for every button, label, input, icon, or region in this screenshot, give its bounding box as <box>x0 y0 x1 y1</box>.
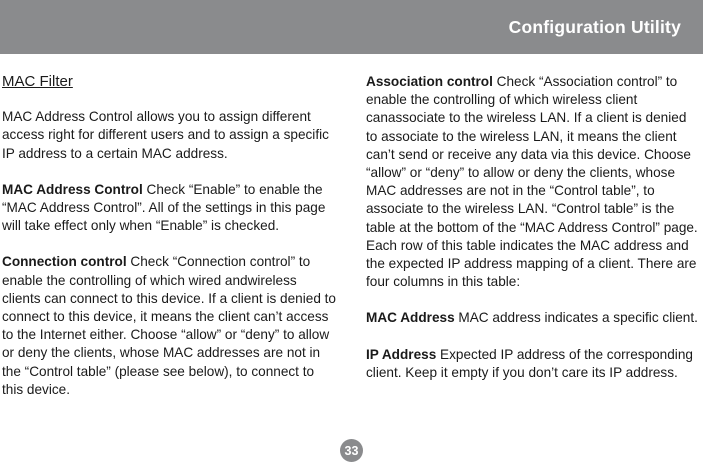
left-column <box>2 73 338 417</box>
page-title: Configuration Utility <box>508 17 681 37</box>
page-number-badge: 33 <box>340 439 363 462</box>
mac-address-control-paragraph <box>2 181 338 236</box>
ip-address-paragraph <box>366 346 701 382</box>
ip-address-text: Expected IP address of the corresponding client. Keep it empty if you don’t care its IP address. <box>366 346 693 380</box>
intro-paragraph: MAC Address Control allows you to assign different access right for different users and to assign a specific IP address to a certain MAC address. <box>2 109 329 161</box>
section-title: MAC Filter <box>2 73 73 90</box>
mac-address-control-text: Check “Enable” to enable the “MAC Address Control”. All of the settings in this page will take effect only when “Enable” is checked. <box>2 181 326 234</box>
association-control-paragraph <box>366 73 701 291</box>
connection-control-paragraph <box>2 253 338 399</box>
mac-address-term: MAC Address <box>366 310 455 326</box>
mac-address-text: MAC address indicates a specific client. <box>454 310 698 326</box>
connection-control-term: Connection control <box>2 254 127 270</box>
mac-address-paragraph <box>366 309 701 327</box>
connection-control-text: Check “Connection control” to enable the controlling of which wired andwireless clients can connect to this device. If a client is denied to connect to this device, it means the client can’t access to the Internet either. Choose “allow” or “deny” to allow or deny the clients, whose MAC addresses are not in the “Control table” (please see below), to connect to this device. <box>2 254 336 397</box>
right-column <box>366 73 701 400</box>
mac-address-control-term: MAC Address Control <box>2 181 143 197</box>
header-bar <box>0 0 703 54</box>
association-control-term: Association control <box>366 74 493 89</box>
association-control-text: Check “Association control” to enable the controlling of which wireless client canassociate to the wireless LAN. If a client is denied to associate to the wireless LAN, it means the client can’t send or receive any data via this device. Choose “allow” or “deny” to allow or deny the clients, whose MAC addresses are not in the “Control table”, to associate to the wireless LAN. “Control table” is the table at the bottom of the “MAC Address Control” page. Each row of this table indicates the MAC address and the expected IP address mapping of a client. There are four columns in this table: <box>366 74 698 290</box>
ip-address-term: IP Address <box>366 346 437 362</box>
